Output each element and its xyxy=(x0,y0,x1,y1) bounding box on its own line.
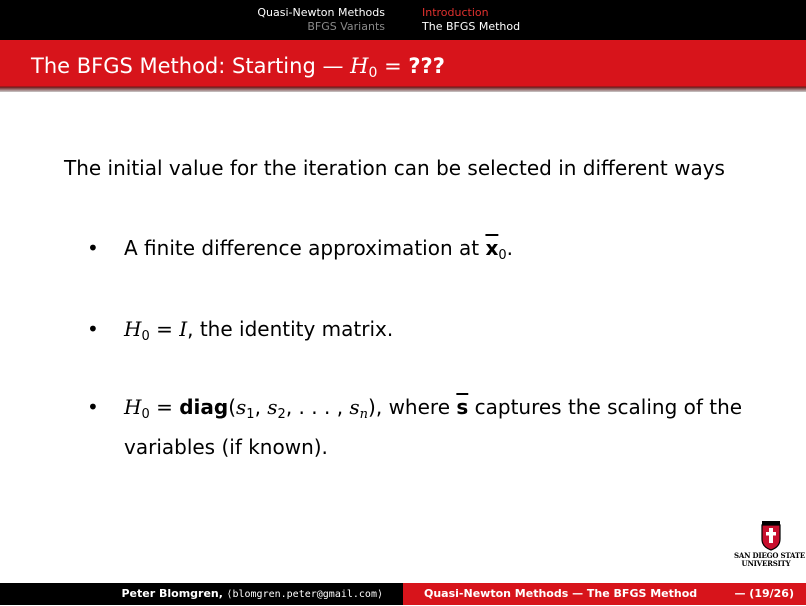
nav-subsection-bfgs-method[interactable]: The BFGS Method xyxy=(422,20,521,33)
math-h-subscript: 0 xyxy=(141,329,150,344)
math-s1: s xyxy=(236,395,247,419)
paren-close: ) xyxy=(368,395,376,419)
math-equals: = xyxy=(149,317,180,341)
math-sn-subscript: n xyxy=(359,407,369,422)
math-h: H xyxy=(124,317,142,341)
vector-x: $\overline{x}$ xyxy=(485,236,499,260)
nav-section-quasi-newton[interactable]: Quasi-Newton Methods xyxy=(257,6,385,19)
title-h: H xyxy=(350,54,369,78)
bullet: • xyxy=(87,236,99,260)
logo-line1: SAN DIEGO STATE xyxy=(734,551,805,560)
bullet: • xyxy=(87,317,99,341)
intro-text: The initial value for the iteration can be selected in different ways xyxy=(64,156,725,180)
math-h: H xyxy=(124,395,142,419)
footer-email: ⟨blomgren.peter@gmail.com⟩ xyxy=(226,589,383,600)
item-text-after: , the identity matrix. xyxy=(187,317,394,341)
math-dots: , . . . , xyxy=(285,395,350,419)
nav-left-panel xyxy=(0,0,403,40)
math-equals: = xyxy=(149,395,180,419)
math-diag: diag xyxy=(179,395,229,419)
footer-author: Peter Blomgren, xyxy=(121,587,223,600)
bullet: • xyxy=(87,395,99,419)
math-h-subscript: 0 xyxy=(141,407,150,422)
vector-x-subscript: 0 xyxy=(498,248,507,263)
footer-author-panel xyxy=(0,583,403,605)
footer-page-number: — (19/26) xyxy=(734,587,794,600)
math-comma: , xyxy=(254,395,268,419)
sdsu-shield-icon xyxy=(734,519,798,551)
math-sn: s xyxy=(349,395,360,419)
nav-subsection-bfgs-variants[interactable]: BFGS Variants xyxy=(307,20,385,33)
math-s2: s xyxy=(267,395,278,419)
item-text-after: . xyxy=(506,236,513,260)
top-navigation xyxy=(0,0,806,40)
item-text-before: A finite difference approximation at xyxy=(124,236,486,260)
item-text-after: captures the scaling of the variables (if known). xyxy=(124,395,743,459)
footer xyxy=(0,583,806,605)
university-logo xyxy=(734,519,805,579)
frame-title-bar xyxy=(0,40,806,92)
list-item-text xyxy=(124,313,764,353)
math-identity: I xyxy=(179,317,188,341)
vector-s: $\overline{s}$ xyxy=(456,395,469,419)
list-item-text xyxy=(124,391,764,463)
footer-title-panel xyxy=(403,583,806,605)
slide-title xyxy=(31,53,445,86)
paren-open: ( xyxy=(228,395,237,419)
title-prefix: The BFGS Method: Starting — xyxy=(31,54,351,78)
title-h-subscript: 0 xyxy=(368,65,378,81)
item-text-mid: , where xyxy=(375,395,457,419)
list-item-text xyxy=(124,232,764,272)
title-question-marks: ??? xyxy=(408,54,445,78)
math-s2-subscript: 2 xyxy=(277,407,286,422)
math-s1-subscript: 1 xyxy=(246,407,255,422)
title-equals: = xyxy=(377,54,409,78)
footer-title: Quasi-Newton Methods — The BFGS Method xyxy=(424,587,698,600)
nav-right-panel xyxy=(403,0,806,40)
nav-section-introduction[interactable]: Introduction xyxy=(422,6,489,19)
logo-line2: UNIVERSITY xyxy=(741,559,791,568)
